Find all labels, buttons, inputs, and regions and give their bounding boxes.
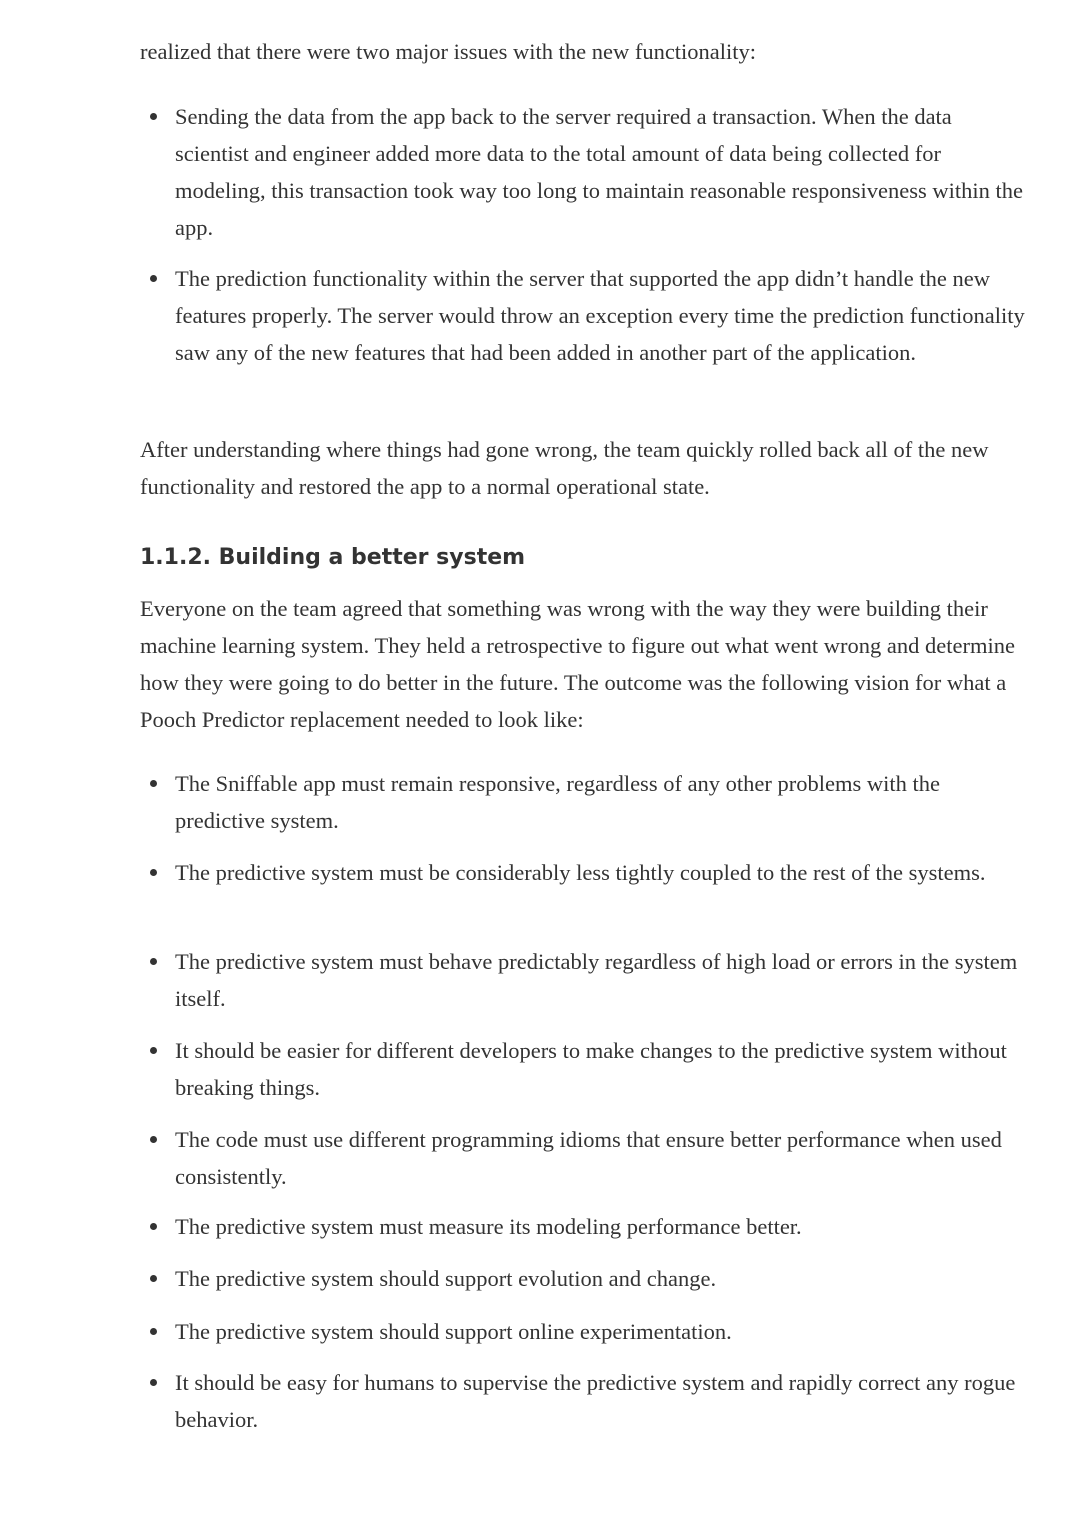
bullet-icon xyxy=(150,1136,157,1143)
bullet-icon xyxy=(150,869,157,876)
list-item-text: It should be easier for different developers to make changes to the predictive system without breaking things. xyxy=(175,1038,1007,1100)
list-item xyxy=(140,1208,1020,1245)
paragraph: Everyone on the team agreed that something was wrong with the way they were building their machine learning system. They held a retrospective to figure out what went wrong and determine how they were going to do better in the future. The outcome was the following vision for what a Pooch Predictor replacement needed to look like: xyxy=(140,596,1015,732)
list-item-text: The Sniffable app must remain responsive, regardless of any other problems with the predictive system. xyxy=(175,771,941,833)
bullet-icon xyxy=(150,1275,157,1282)
list-item-text: Sending the data from the app back to the server required a transaction. When the data scientist and engineer added more data to the total amount of data being collected for modeling, this transaction took way too long to maintain reasonable responsiveness within the app. xyxy=(175,104,1023,240)
list-item xyxy=(140,765,1020,839)
intro-paragraph: realized that there were two major issues with the new functionality: xyxy=(140,39,757,64)
list-item-text: The predictive system must be considerably less tightly coupled to the rest of the systems. xyxy=(175,860,986,885)
bullet-icon xyxy=(150,1328,157,1335)
list-item-text: The code must use different programming idioms that ensure better performance when used consistently. xyxy=(175,1127,1002,1189)
list-item xyxy=(140,1032,1020,1106)
list-item xyxy=(140,98,1025,246)
bullet-icon xyxy=(150,113,157,120)
list-item xyxy=(140,1313,1020,1350)
bullet-icon xyxy=(150,958,157,965)
list-item xyxy=(140,260,1025,371)
list-item-text: It should be easy for humans to supervise the predictive system and rapidly correct any rogue behavior. xyxy=(175,1370,1016,1432)
list-item xyxy=(140,1364,1020,1438)
list-item-text: The prediction functionality within the server that supported the app didn’t handle the new features properly. The server would throw an exception every time the prediction functionality saw any of the new features that had been added in another part of the application. xyxy=(175,266,1025,365)
bullet-icon xyxy=(150,275,157,282)
list-item xyxy=(140,943,1020,1017)
bullet-icon xyxy=(150,1047,157,1054)
bullet-icon xyxy=(150,780,157,787)
list-item-text: The predictive system should support evolution and change. xyxy=(175,1266,717,1291)
bullet-icon xyxy=(150,1223,157,1230)
list-item-text: The predictive system must measure its modeling performance better. xyxy=(175,1214,802,1239)
paragraph: After understanding where things had gone wrong, the team quickly rolled back all of the new functionality and restored the app to a normal operational state. xyxy=(140,437,989,499)
list-item xyxy=(140,1260,1020,1297)
list-item xyxy=(140,854,1020,891)
list-item-text: The predictive system should support online experimentation. xyxy=(175,1319,732,1344)
section-heading: 1.1.2. Building a better system xyxy=(140,545,526,570)
bullet-icon xyxy=(150,1379,157,1386)
list-item-text: The predictive system must behave predictably regardless of high load or errors in the system itself. xyxy=(175,949,1018,1011)
list-item xyxy=(140,1121,1020,1195)
